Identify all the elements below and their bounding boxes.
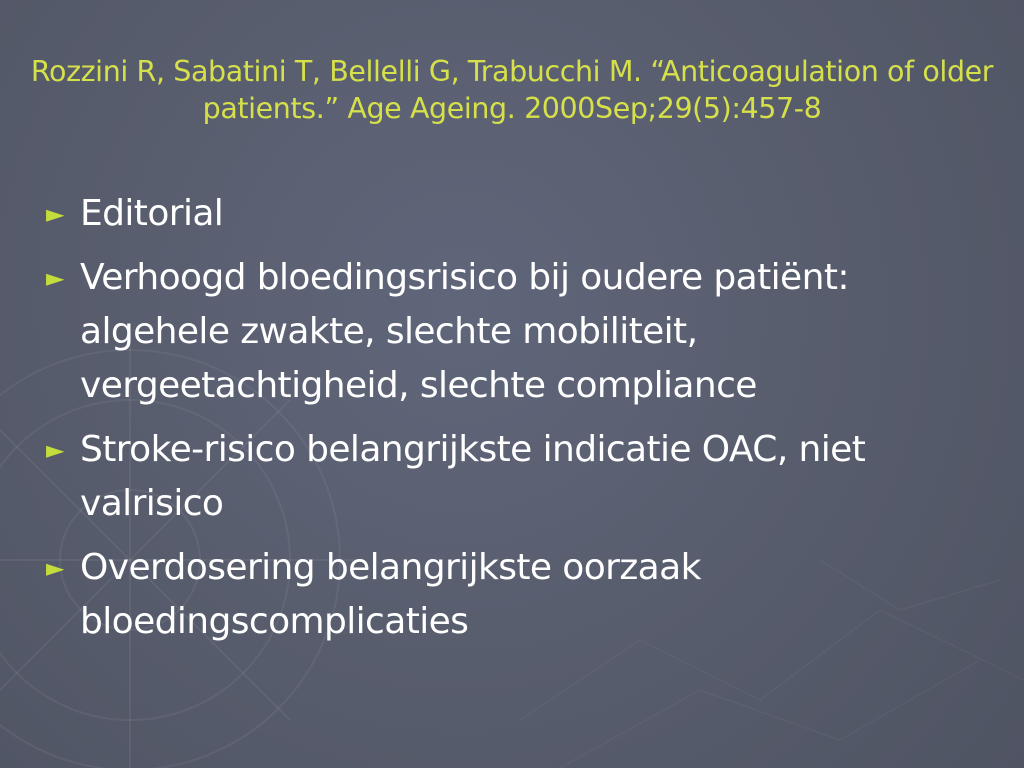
bullet-item — [46, 251, 996, 413]
triangle-right-icon: ► — [46, 200, 65, 228]
bullet-item — [46, 423, 996, 531]
bullet-item — [46, 541, 996, 649]
bullet-text: Overdosering belangrijkste oorzaak bloedingscomplicaties — [80, 547, 701, 642]
triangle-right-icon: ► — [46, 554, 65, 582]
triangle-right-icon: ► — [46, 436, 65, 464]
bullet-text: Stroke-risico belangrijkste indicatie OAC, niet valrisico — [80, 429, 866, 524]
bullet-item — [46, 187, 996, 241]
slide-title: Rozzini R, Sabatini T, Bellelli G, Trabucchi M. “Anticoagulation of older patients.” Age Ageing. 2000Sep;29(5):457-8 — [30, 55, 994, 125]
bullet-text: Editorial — [80, 193, 224, 234]
bullet-list — [46, 187, 996, 659]
bullet-text: Verhoogd bloedingsrisico bij oudere patiënt: algehele zwakte, slechte mobiliteit, vergeetachtigheid, slechte compliance — [80, 257, 849, 406]
triangle-right-icon: ► — [46, 264, 65, 292]
